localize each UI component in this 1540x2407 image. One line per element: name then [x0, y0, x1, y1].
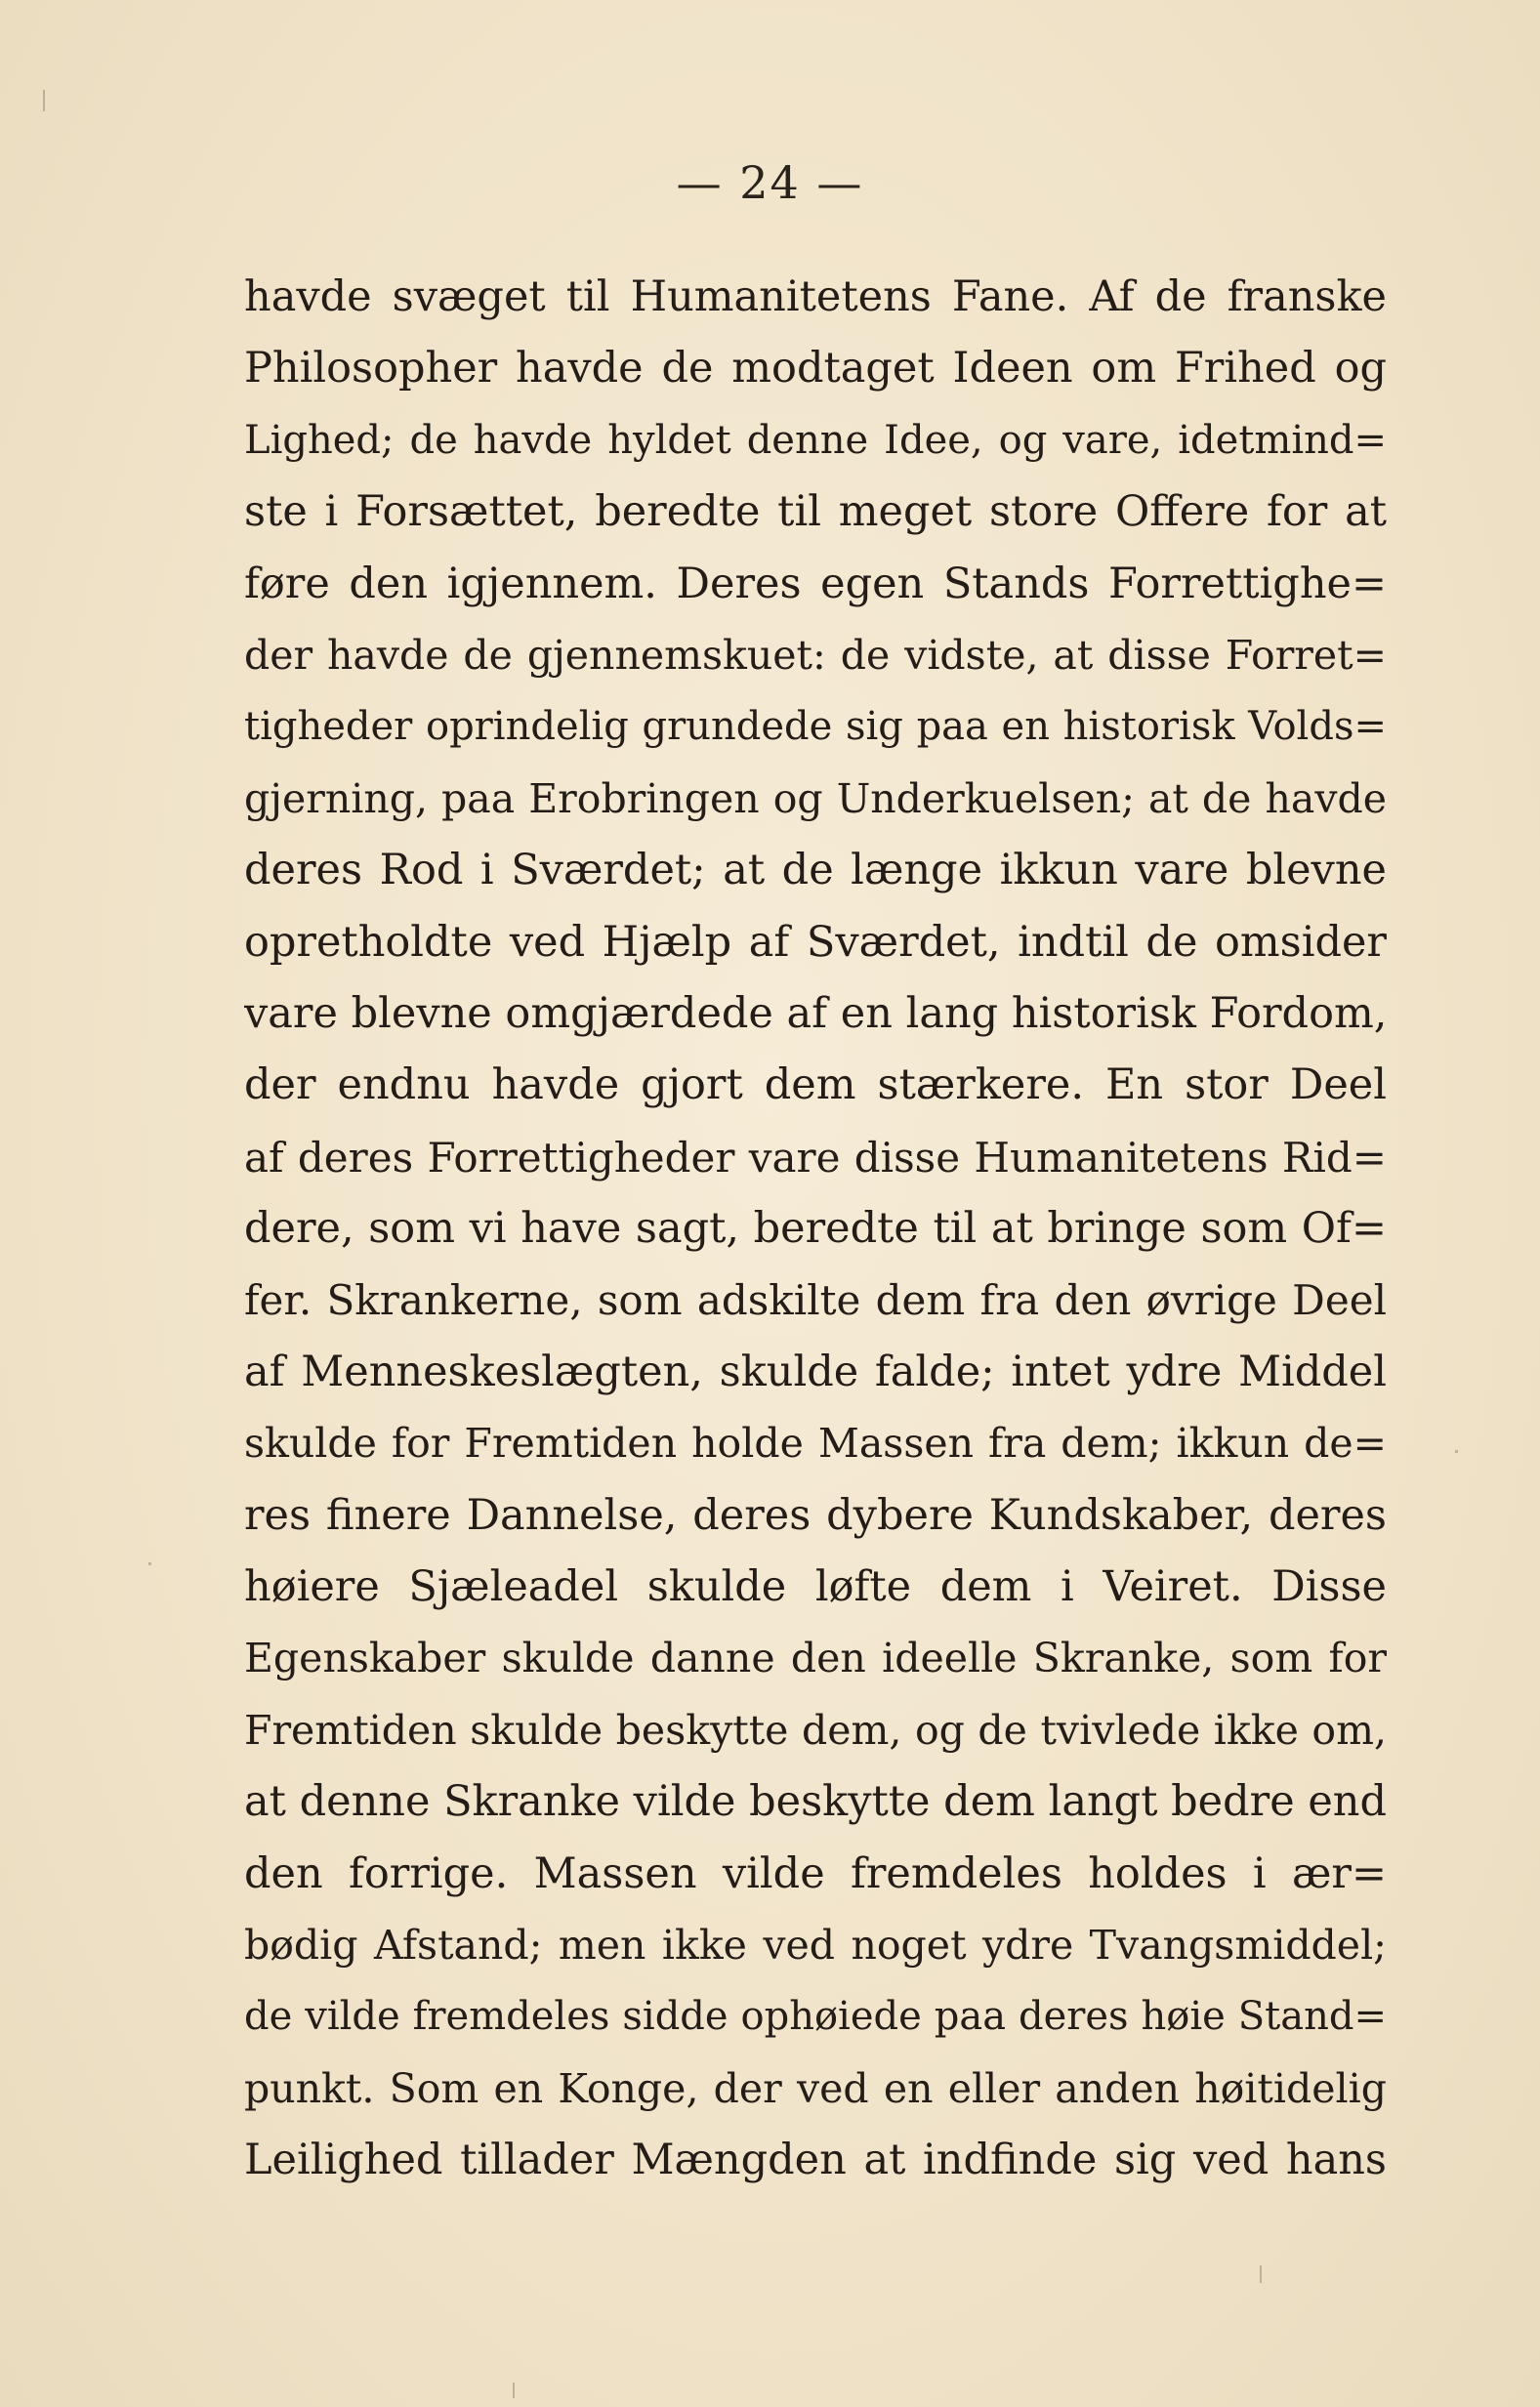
- text-line: høiere Sjæleadel skulde løfte dem i Veiret. Disse: [244, 1562, 1387, 1612]
- text-line: bødig Afstand; men ikke ved noget ydre Tvangsmiddel;: [244, 1921, 1387, 1969]
- text-line: Philosopher havde de modtaget Ideen om Frihed og: [244, 344, 1387, 394]
- text-line: tigheder oprindelig grundede sig paa en historisk Volds=: [244, 704, 1387, 750]
- text-line: opretholdte ved Hjælp af Sværdet, indtil de omsider: [244, 917, 1387, 967]
- paper-speck: [43, 90, 45, 111]
- text-line: Egenskaber skulde danne den ideelle Skranke, som for: [244, 1635, 1387, 1682]
- paper-speck: [513, 2383, 515, 2398]
- paper-speck: [1455, 1450, 1458, 1453]
- text-line: fer. Skrankerne, som adskilte dem fra den øvrige Deel: [244, 1276, 1387, 1325]
- text-line: deres Rod i Sværdet; at de længe ikkun vare blevne: [244, 846, 1387, 895]
- page-number: — 24 —: [676, 156, 864, 209]
- text-line: der havde de gjennemskuet: de vidste, at disse Forret=: [244, 631, 1387, 679]
- text-line: den forrige. Massen vilde fremdeles holdes i ær=: [244, 1848, 1387, 1898]
- paper-speck: [148, 1562, 151, 1565]
- text-line: skulde for Fremtiden holde Massen fra dem; ikkun de=: [244, 1420, 1387, 1468]
- text-line: Leilighed tillader Mængden at indfinde sig ved hans: [244, 2136, 1387, 2185]
- text-line: af deres Forrettigheder vare disse Humanitetens Rid=: [244, 1133, 1387, 1182]
- text-line: gjerning, paa Erobringen og Underkuelsen; at de havde: [244, 774, 1387, 822]
- text-line: de vilde fremdeles sidde ophøiede paa deres høie Stand=: [244, 1994, 1387, 2040]
- text-line: at denne Skranke vilde beskytte dem langt bedre end: [244, 1777, 1387, 1827]
- text-line: punkt. Som en Konge, der ved en eller anden høitidelig: [244, 2064, 1387, 2112]
- text-line: havde svæget til Humanitetens Fane. Af de franske: [244, 272, 1387, 321]
- text-line: res finere Dannelse, deres dybere Kundskaber, deres: [244, 1490, 1387, 1540]
- text-line: føre den igjennem. Deres egen Stands Forrettighe=: [244, 559, 1387, 608]
- text-line: Lighed; de havde hyldet denne Idee, og vare, idetmind=: [244, 417, 1387, 463]
- paper-speck: [1260, 2265, 1262, 2283]
- text-line: der endnu havde gjort dem stærkere. En stor Deel: [244, 1060, 1387, 1110]
- text-line: ste i Forsættet, beredte til meget store Offere for at: [244, 487, 1387, 537]
- text-line: Fremtiden skulde beskytte dem, og de tvivlede ikke om,: [244, 1706, 1387, 1754]
- text-line: af Menneskeslægten, skulde falde; intet ydre Middel: [244, 1347, 1387, 1396]
- text-line: dere, som vi have sagt, beredte til at bringe som Of=: [244, 1204, 1387, 1254]
- body-text: [244, 262, 1387, 2197]
- text-line: vare blevne omgjærdede af en lang historisk Fordom,: [244, 988, 1387, 1038]
